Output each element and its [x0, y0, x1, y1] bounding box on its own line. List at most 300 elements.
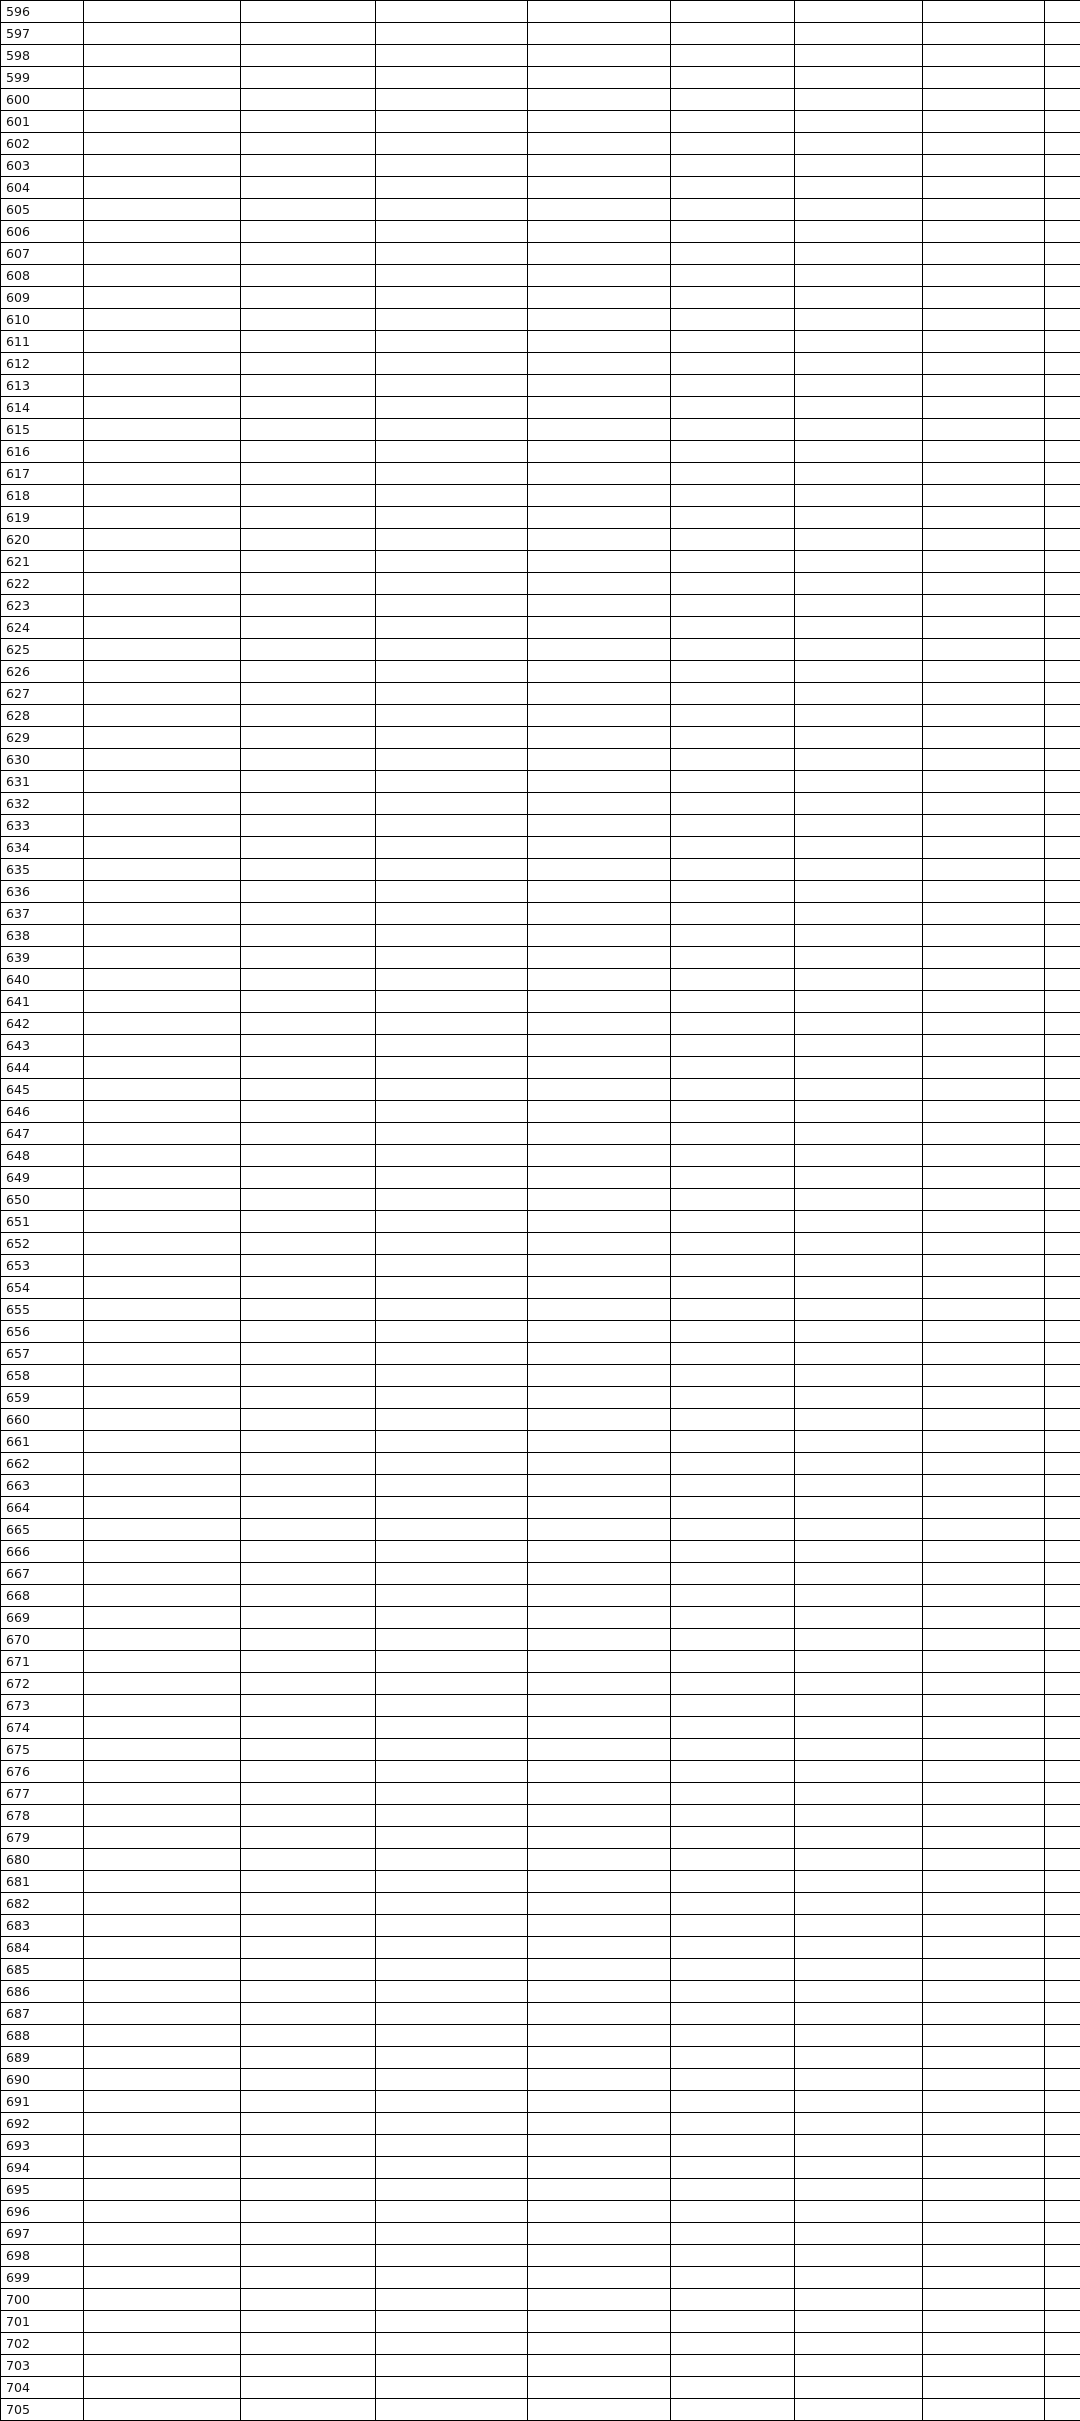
table-row	[1, 375, 1080, 397]
table-row	[1, 309, 1080, 331]
major-code	[376, 1629, 528, 1651]
score-english	[795, 309, 923, 331]
row-number: 639	[1, 947, 84, 969]
row-number: 637	[1, 903, 84, 925]
score-professional	[1045, 573, 1080, 595]
table-row	[1, 1475, 1080, 1497]
candidate-id	[84, 1123, 241, 1145]
major-code	[376, 2355, 528, 2377]
candidate-id	[84, 1717, 241, 1739]
score-professional	[1045, 2245, 1080, 2267]
candidate-id	[84, 749, 241, 771]
major-code	[376, 1, 528, 23]
score-english	[795, 1409, 923, 1431]
score-math	[923, 771, 1045, 793]
score-english	[795, 45, 923, 67]
candidate-id	[84, 309, 241, 331]
table-row	[1, 837, 1080, 859]
row-number: 679	[1, 1827, 84, 1849]
candidate-id	[84, 1739, 241, 1761]
score-professional	[1045, 1739, 1080, 1761]
candidate-id	[84, 1629, 241, 1651]
row-number: 596	[1, 1, 84, 23]
candidate-name	[241, 837, 376, 859]
candidate-id	[84, 2289, 241, 2311]
candidate-name	[241, 463, 376, 485]
row-number: 623	[1, 595, 84, 617]
candidate-name	[241, 2289, 376, 2311]
score-professional	[1045, 309, 1080, 331]
candidate-name	[241, 1937, 376, 1959]
candidate-id	[84, 793, 241, 815]
candidate-id	[84, 705, 241, 727]
candidate-id	[84, 1981, 241, 2003]
score-math	[923, 859, 1045, 881]
score-politics	[671, 353, 795, 375]
score-english	[795, 1519, 923, 1541]
score-professional	[1045, 45, 1080, 67]
score-politics	[671, 639, 795, 661]
candidate-name	[241, 243, 376, 265]
score-professional	[1045, 1387, 1080, 1409]
table-row	[1, 1519, 1080, 1541]
score-english	[795, 2377, 923, 2399]
score-english	[795, 331, 923, 353]
score-english	[795, 1255, 923, 1277]
score-politics	[671, 1101, 795, 1123]
score-professional	[1045, 1629, 1080, 1651]
table-row	[1, 265, 1080, 287]
major-code	[376, 1959, 528, 1981]
table-row	[1, 2267, 1080, 2289]
score-politics	[671, 199, 795, 221]
score-politics	[671, 89, 795, 111]
score-professional	[1045, 595, 1080, 617]
table-row	[1, 2311, 1080, 2333]
major-name	[528, 1651, 671, 1673]
candidate-name	[241, 2025, 376, 2047]
score-politics	[671, 1255, 795, 1277]
row-number: 666	[1, 1541, 84, 1563]
score-english	[795, 1475, 923, 1497]
row-number: 617	[1, 463, 84, 485]
row-number: 667	[1, 1563, 84, 1585]
candidate-id	[84, 1321, 241, 1343]
score-english	[795, 67, 923, 89]
table-row	[1, 2113, 1080, 2135]
score-english	[795, 287, 923, 309]
major-code	[376, 221, 528, 243]
major-name	[528, 2113, 671, 2135]
candidate-name	[241, 1673, 376, 1695]
score-english	[795, 859, 923, 881]
major-code	[376, 1255, 528, 1277]
major-code	[376, 617, 528, 639]
score-politics	[671, 1079, 795, 1101]
score-math	[923, 353, 1045, 375]
score-professional	[1045, 1167, 1080, 1189]
score-politics	[671, 1959, 795, 1981]
candidate-name	[241, 1827, 376, 1849]
score-politics	[671, 573, 795, 595]
major-name	[528, 595, 671, 617]
table-row	[1, 2135, 1080, 2157]
table-row	[1, 1959, 1080, 1981]
major-name	[528, 1827, 671, 1849]
candidate-name	[241, 2245, 376, 2267]
score-professional	[1045, 815, 1080, 837]
candidate-id	[84, 1101, 241, 1123]
table-row	[1, 991, 1080, 1013]
row-number: 678	[1, 1805, 84, 1827]
score-math	[923, 837, 1045, 859]
major-code	[376, 1497, 528, 1519]
score-professional	[1045, 1893, 1080, 1915]
candidate-id	[84, 23, 241, 45]
table-row	[1, 1145, 1080, 1167]
major-name	[528, 727, 671, 749]
score-politics	[671, 617, 795, 639]
score-politics	[671, 1343, 795, 1365]
major-name	[528, 331, 671, 353]
score-math	[923, 441, 1045, 463]
major-name	[528, 1695, 671, 1717]
major-name	[528, 1299, 671, 1321]
row-number: 648	[1, 1145, 84, 1167]
score-politics	[671, 2179, 795, 2201]
candidate-name	[241, 1585, 376, 1607]
score-politics	[671, 1871, 795, 1893]
score-english	[795, 1717, 923, 1739]
score-professional	[1045, 1255, 1080, 1277]
major-code	[376, 1057, 528, 1079]
table-row	[1, 2289, 1080, 2311]
candidate-id	[84, 1541, 241, 1563]
major-name	[528, 529, 671, 551]
score-professional	[1045, 1915, 1080, 1937]
score-math	[923, 2025, 1045, 2047]
row-number: 597	[1, 23, 84, 45]
table-row	[1, 2025, 1080, 2047]
major-code	[376, 705, 528, 727]
candidate-id	[84, 1783, 241, 1805]
score-math	[923, 2399, 1045, 2421]
candidate-name	[241, 1409, 376, 1431]
candidate-id	[84, 1805, 241, 1827]
candidate-id	[84, 2003, 241, 2025]
score-math	[923, 1167, 1045, 1189]
score-politics	[671, 705, 795, 727]
row-number: 699	[1, 2267, 84, 2289]
score-professional	[1045, 2135, 1080, 2157]
score-professional	[1045, 683, 1080, 705]
table-row	[1, 2377, 1080, 2399]
major-name	[528, 2311, 671, 2333]
row-number: 669	[1, 1607, 84, 1629]
score-politics	[671, 749, 795, 771]
candidate-name	[241, 1321, 376, 1343]
score-math	[923, 1761, 1045, 1783]
table-row	[1, 67, 1080, 89]
score-math	[923, 2355, 1045, 2377]
score-english	[795, 2399, 923, 2421]
score-professional	[1045, 991, 1080, 1013]
score-professional	[1045, 1761, 1080, 1783]
score-english	[795, 639, 923, 661]
score-politics	[671, 2047, 795, 2069]
candidate-name	[241, 265, 376, 287]
row-number: 668	[1, 1585, 84, 1607]
score-politics	[671, 2135, 795, 2157]
score-math	[923, 1387, 1045, 1409]
major-code	[376, 1387, 528, 1409]
score-english	[795, 2069, 923, 2091]
score-math	[923, 463, 1045, 485]
candidate-id	[84, 1651, 241, 1673]
major-code	[376, 749, 528, 771]
candidate-id	[84, 1277, 241, 1299]
row-number: 675	[1, 1739, 84, 1761]
candidate-id	[84, 1343, 241, 1365]
candidate-name	[241, 1079, 376, 1101]
score-english	[795, 1805, 923, 1827]
score-professional	[1045, 463, 1080, 485]
table-row	[1, 419, 1080, 441]
major-code	[376, 529, 528, 551]
candidate-name	[241, 1519, 376, 1541]
major-code	[376, 287, 528, 309]
row-number: 624	[1, 617, 84, 639]
major-name	[528, 1761, 671, 1783]
major-name	[528, 265, 671, 287]
score-politics	[671, 1167, 795, 1189]
candidate-id	[84, 2399, 241, 2421]
score-english	[795, 485, 923, 507]
score-math	[923, 617, 1045, 639]
candidate-name	[241, 2311, 376, 2333]
table-row	[1, 1937, 1080, 1959]
table-row	[1, 45, 1080, 67]
candidate-id	[84, 2091, 241, 2113]
candidate-name	[241, 199, 376, 221]
score-professional	[1045, 1981, 1080, 2003]
table-row	[1, 1827, 1080, 1849]
watermark	[820, 2345, 832, 2378]
score-math	[923, 2003, 1045, 2025]
major-code	[376, 2179, 528, 2201]
major-name	[528, 1783, 671, 1805]
table-row	[1, 1651, 1080, 1673]
major-name	[528, 1981, 671, 2003]
score-math	[923, 1783, 1045, 1805]
score-professional	[1045, 419, 1080, 441]
row-number: 701	[1, 2311, 84, 2333]
row-number: 600	[1, 89, 84, 111]
score-professional	[1045, 177, 1080, 199]
major-name	[528, 1123, 671, 1145]
major-name	[528, 1871, 671, 1893]
score-politics	[671, 1761, 795, 1783]
major-code	[376, 1695, 528, 1717]
major-code	[376, 859, 528, 881]
score-professional	[1045, 1563, 1080, 1585]
candidate-id	[84, 1255, 241, 1277]
table-row	[1, 573, 1080, 595]
candidate-name	[241, 1541, 376, 1563]
score-math	[923, 2201, 1045, 2223]
candidate-name	[241, 1981, 376, 2003]
major-name	[528, 1013, 671, 1035]
candidate-id	[84, 2355, 241, 2377]
candidate-name	[241, 705, 376, 727]
score-politics	[671, 1519, 795, 1541]
score-politics	[671, 859, 795, 881]
score-english	[795, 2267, 923, 2289]
candidate-id	[84, 727, 241, 749]
row-number: 621	[1, 551, 84, 573]
candidate-id	[84, 507, 241, 529]
score-math	[923, 2245, 1045, 2267]
major-code	[376, 1739, 528, 1761]
score-politics	[671, 309, 795, 331]
candidate-id	[84, 925, 241, 947]
major-code	[376, 639, 528, 661]
row-number: 688	[1, 2025, 84, 2047]
score-english	[795, 903, 923, 925]
score-math	[923, 991, 1045, 1013]
row-number: 690	[1, 2069, 84, 2091]
candidate-id	[84, 353, 241, 375]
table-row	[1, 1233, 1080, 1255]
table-row	[1, 1079, 1080, 1101]
row-number: 680	[1, 1849, 84, 1871]
major-code	[376, 1211, 528, 1233]
score-politics	[671, 1783, 795, 1805]
major-code	[376, 991, 528, 1013]
major-name	[528, 1321, 671, 1343]
candidate-id	[84, 67, 241, 89]
score-politics	[671, 1123, 795, 1145]
table-row	[1, 1981, 1080, 2003]
score-politics	[671, 221, 795, 243]
row-number: 660	[1, 1409, 84, 1431]
score-math	[923, 1673, 1045, 1695]
score-professional	[1045, 2311, 1080, 2333]
candidate-id	[84, 1761, 241, 1783]
candidate-id	[84, 991, 241, 1013]
score-math	[923, 1101, 1045, 1123]
major-name	[528, 485, 671, 507]
candidate-name	[241, 2333, 376, 2355]
score-politics	[671, 1563, 795, 1585]
score-professional	[1045, 353, 1080, 375]
row-number: 613	[1, 375, 84, 397]
score-professional	[1045, 1035, 1080, 1057]
table-row	[1, 1871, 1080, 1893]
table-row	[1, 683, 1080, 705]
score-english	[795, 353, 923, 375]
score-english	[795, 1079, 923, 1101]
score-english	[795, 177, 923, 199]
score-politics	[671, 2201, 795, 2223]
score-math	[923, 1981, 1045, 2003]
major-name	[528, 947, 671, 969]
score-english	[795, 1563, 923, 1585]
score-politics	[671, 1233, 795, 1255]
score-math	[923, 1805, 1045, 1827]
table-row	[1, 2179, 1080, 2201]
score-math	[923, 287, 1045, 309]
candidate-id	[84, 1497, 241, 1519]
row-number: 651	[1, 1211, 84, 1233]
major-name	[528, 1167, 671, 1189]
table-row	[1, 2399, 1080, 2421]
row-number: 615	[1, 419, 84, 441]
score-math	[923, 683, 1045, 705]
score-politics	[671, 1035, 795, 1057]
score-english	[795, 573, 923, 595]
score-professional	[1045, 881, 1080, 903]
candidate-name	[241, 1277, 376, 1299]
score-professional	[1045, 199, 1080, 221]
score-math	[923, 551, 1045, 573]
score-math	[923, 2135, 1045, 2157]
candidate-id	[84, 1695, 241, 1717]
score-politics	[671, 265, 795, 287]
candidate-name	[241, 2069, 376, 2091]
score-professional	[1045, 529, 1080, 551]
row-number: 599	[1, 67, 84, 89]
table-row	[1, 1673, 1080, 1695]
score-professional	[1045, 1849, 1080, 1871]
score-english	[795, 837, 923, 859]
candidate-name	[241, 221, 376, 243]
score-professional	[1045, 749, 1080, 771]
table-row	[1, 705, 1080, 727]
table-row	[1, 925, 1080, 947]
score-english	[795, 1145, 923, 1167]
score-professional	[1045, 243, 1080, 265]
candidate-id	[84, 903, 241, 925]
major-code	[376, 2025, 528, 2047]
candidate-id	[84, 2157, 241, 2179]
score-english	[795, 1893, 923, 1915]
score-politics	[671, 2113, 795, 2135]
score-math	[923, 881, 1045, 903]
score-politics	[671, 1607, 795, 1629]
row-number: 705	[1, 2399, 84, 2421]
major-name	[528, 2135, 671, 2157]
score-politics	[671, 2377, 795, 2399]
candidate-id	[84, 1849, 241, 1871]
score-english	[795, 2311, 923, 2333]
row-number: 653	[1, 1255, 84, 1277]
score-professional	[1045, 661, 1080, 683]
score-politics	[671, 1497, 795, 1519]
major-code	[376, 45, 528, 67]
major-name	[528, 221, 671, 243]
score-professional	[1045, 2333, 1080, 2355]
score-math	[923, 1035, 1045, 1057]
candidate-id	[84, 2267, 241, 2289]
score-politics	[671, 2091, 795, 2113]
candidate-id	[84, 265, 241, 287]
row-number: 605	[1, 199, 84, 221]
score-math	[923, 705, 1045, 727]
major-code	[376, 1563, 528, 1585]
candidate-name	[241, 375, 376, 397]
score-professional	[1045, 1695, 1080, 1717]
